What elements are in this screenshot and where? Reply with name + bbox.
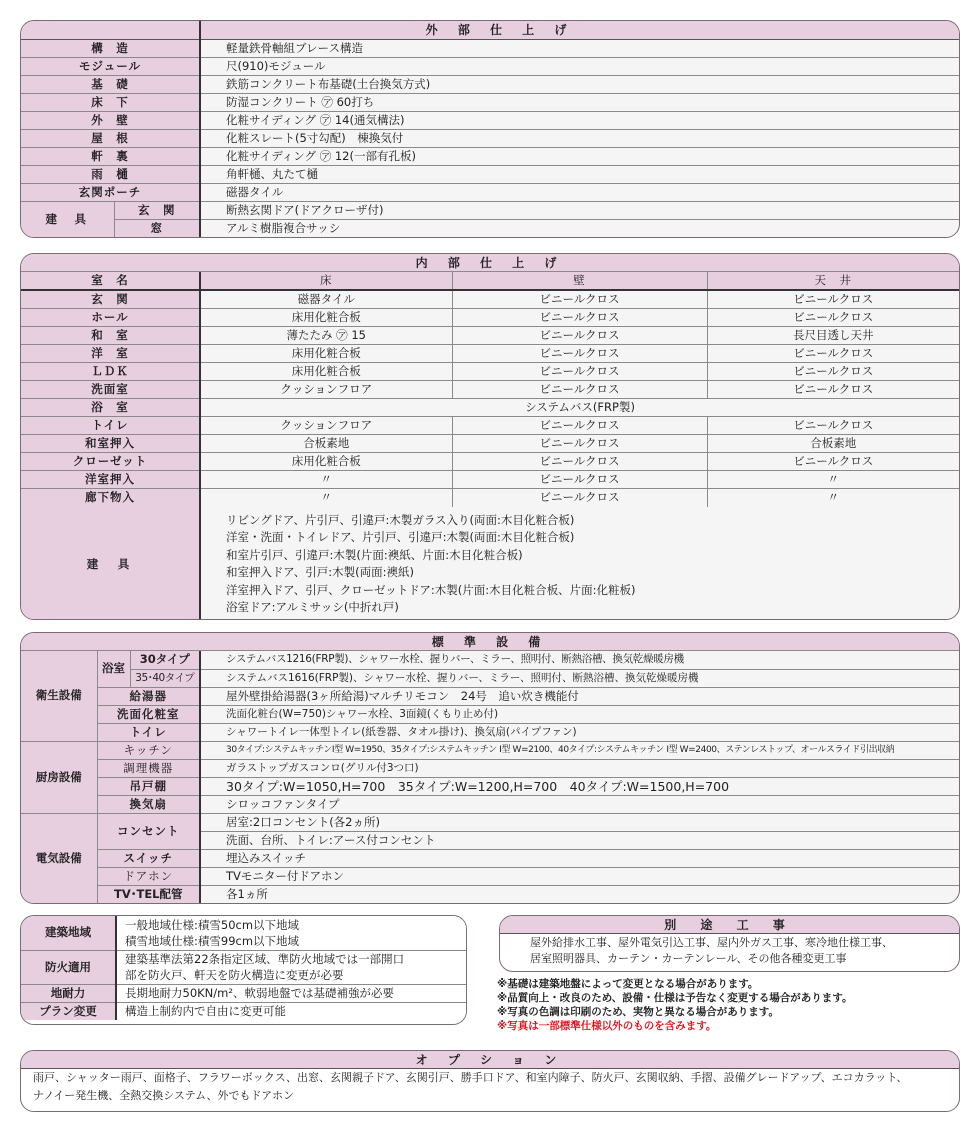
notes	[497, 977, 852, 1033]
row-value: 化粧サイディング ㋐ 14(通気構法)	[200, 112, 959, 130]
column-header: 天 井	[707, 272, 959, 290]
outlet-label: コンセント	[97, 813, 200, 849]
room-name: 和 室	[21, 327, 200, 345]
row-label: 窓	[114, 220, 200, 238]
note-line-red: ※写真は一部標準仕様以外のものを含みます。	[497, 1020, 717, 1032]
conditions-table	[20, 915, 467, 1025]
bath-label: 浴室	[97, 651, 130, 687]
floor-cell: 床用化粧合板	[200, 453, 452, 471]
row-value: 化粧スレート(5寸勾配) 棟換気付	[200, 130, 959, 148]
row-value: システムバス1616(FRP製)、シャワー水栓、握りバー、ミラー、照明付、断熱浴槽、換気乾燥暖房機	[200, 669, 959, 687]
ceiling-cell: ビニールクロス	[707, 290, 959, 309]
row-value: ガラストップガスコンロ(グリル付3つ口)	[200, 759, 959, 777]
wall-cell: ビニールクロス	[452, 290, 707, 309]
wall-cell: ビニールクロス	[452, 381, 707, 399]
row-value: アルミ樹脂複合サッシ	[226, 221, 341, 236]
row-value: 30タイプ:W=1050,H=700 35タイプ:W=1200,H=700 40タイプ:W=1500,H=700	[200, 777, 959, 795]
row-value: 構造上制約内で自由に変更可能	[116, 1002, 466, 1020]
wall-cell: ビニールクロス	[452, 363, 707, 381]
fittings-label: 建 具	[21, 202, 114, 238]
row-value: 30タイプ:システムキッチンI型 W=1950、35タイプ:システムキッチン I型 W=2100、40タイプ:システムキッチン I型 W=2400、ステンレストップ、オールスライド引出収納	[200, 741, 959, 759]
row-label: 玄 関	[114, 202, 200, 220]
floor-cell: 床用化粧合板	[200, 309, 452, 327]
floor-cell: 〃	[200, 471, 452, 489]
note-line: ※品質向上・改良のため、設備・仕様は予告なく変更する場合があります。	[497, 992, 853, 1004]
ceiling-cell: ビニールクロス	[707, 381, 959, 399]
row-label: 基 礎	[21, 76, 200, 94]
room-name: ＬＤＫ	[21, 363, 200, 381]
row-value: 屋外壁掛給湯器(3ヶ所給湯)マルチリモコン 24号 追い炊き機能付	[200, 687, 959, 705]
row-label: プラン変更	[21, 1002, 116, 1020]
options-list	[21, 1069, 959, 1105]
fitting-line: 浴室ドア:アルミサッシ(中折れ戸)	[226, 600, 399, 614]
wall-cell: ビニールクロス	[452, 471, 707, 489]
row-label: キッチン	[97, 741, 200, 759]
row-label: 屋 根	[21, 130, 200, 148]
row-value: 磁器タイル	[200, 184, 959, 202]
row-value: 断熱玄関ドア(ドアクローザ付)	[200, 202, 959, 220]
row-value: 鉄筋コンクリート布基礎(土台換気方式)	[200, 76, 959, 94]
ceiling-cell: ビニールクロス	[707, 453, 959, 471]
room-name: 和室押入	[21, 435, 200, 453]
ceiling-cell: 長尺目透し天井	[707, 327, 959, 345]
row-label: 雨 樋	[21, 166, 200, 184]
column-header: 室 名	[21, 272, 200, 290]
separate-work-box	[499, 915, 960, 972]
interior-finish-table	[20, 253, 960, 620]
room-name: 浴 室	[21, 399, 200, 417]
table-row	[21, 381, 959, 399]
table-row	[21, 453, 959, 471]
separate-work-line: 居室照明器具、カーテン・カーテンレール、その他各種変更工事	[530, 952, 847, 965]
floor-cell: 合板素地	[200, 435, 452, 453]
condition-line: 積雪地域仕様:積雪99cm以下地域	[125, 933, 300, 948]
floor-cell: 薄たたみ ㋐ 15	[200, 327, 452, 345]
row-value: システムバス1216(FRP製)、シャワー水栓、握りバー、ミラー、照明付、断熱浴槽、換気乾燥暖房機	[200, 651, 959, 669]
row-value	[116, 916, 466, 950]
row-value	[116, 950, 466, 984]
row-value: シャワートイレ一体型トイレ(紙巻器、タオル掛け)、換気扇(パイプファン)	[200, 723, 959, 741]
options-box	[20, 1050, 960, 1112]
room-name: トイレ	[21, 417, 200, 435]
room-name: 玄 関	[21, 290, 200, 309]
fitting-line: 洋室押入ドア、引戸、クローゼットドア:木製(片面:木目化粧合板、片面:化粧板)	[226, 582, 636, 597]
row-label: モジュール	[21, 58, 200, 76]
table-row	[21, 489, 959, 507]
fitting-line: 洋室・洗面・トイレドア、片引戸、引違戸:木製(両面:木目化粧合板)	[226, 530, 575, 544]
row-label: TV･TEL配管	[97, 885, 200, 903]
options-line: 雨戸、シャッター雨戸、面格子、フラワーボックス、出窓、玄関親子ドア、玄関引戸、勝手口ドア、和室内障子、防火戸、玄関収納、手摺、設備グレードアップ、エコカラット、	[33, 1071, 908, 1084]
sanitary-label: 衛生設備	[21, 651, 97, 741]
floor-cell: 磁器タイル	[200, 290, 452, 309]
exterior-finish-table	[20, 20, 960, 238]
floor-cell: クッションフロア	[200, 417, 452, 435]
fitting-line: リビングドア、片引戸、引違戸:木製ガラス入り(両面:木目化粧合板)	[226, 512, 575, 527]
exterior-title: 外 部 仕 上 げ	[200, 21, 959, 40]
floor-cell: 床用化粧合板	[200, 363, 452, 381]
electric-label: 電気設備	[21, 813, 97, 903]
room-name: 洗面室	[21, 381, 200, 399]
row-label: 吊戸棚	[97, 777, 200, 795]
wall-cell: ビニールクロス	[452, 435, 707, 453]
ceiling-cell: 〃	[707, 471, 959, 489]
separate-work-title: 別 途 工 事	[500, 916, 959, 934]
condition-line: 部を防火戸、軒天を防火構造に変更が必要	[125, 968, 344, 982]
ceiling-cell: ビニールクロス	[707, 363, 959, 381]
row-label: トイレ	[97, 723, 200, 741]
interior-fittings-list	[200, 507, 959, 621]
condition-line: 一般地域仕様:積雪50cm以下地域	[125, 917, 300, 932]
column-header: 床	[200, 272, 452, 290]
row-value: 尺(910)モジュール	[200, 58, 959, 76]
floor-cell: 床用化粧合板	[200, 345, 452, 363]
interior-fittings-label: 建 具	[21, 507, 200, 621]
exterior-header-blank	[21, 21, 200, 40]
room-name: 洋 室	[21, 345, 200, 363]
kitchen-label: 厨房設備	[21, 741, 97, 813]
table-row	[21, 327, 959, 345]
row-value: 洗面、台所、トイレ:アース付コンセント	[200, 831, 959, 849]
options-line: ナノイー発生機、全熱交換システム、外でもドアホン	[33, 1089, 295, 1102]
row-label: 建築地域	[21, 916, 116, 950]
separate-work-list	[500, 934, 959, 967]
ceiling-cell: ビニールクロス	[707, 309, 959, 327]
note-line: ※基礎は建築地盤によって変更となる場合があります。	[497, 978, 759, 990]
row-value: 洗面化粧台(W=750)シャワー水栓、3面鏡(くもり止め付)	[200, 705, 959, 723]
equipment-title: 標 準 設 備	[21, 633, 959, 651]
table-row	[21, 417, 959, 435]
wall-cell: ビニールクロス	[452, 489, 707, 507]
row-value: 軽量鉄骨軸組ブレース構造	[200, 40, 959, 58]
row-label: 構 造	[21, 40, 200, 58]
ceiling-cell: ビニールクロス	[707, 345, 959, 363]
floor-cell: 〃	[200, 489, 452, 507]
options-title: オ プ シ ョ ン	[21, 1051, 959, 1069]
row-value: 化粧サイディング ㋐ 12(一部有孔板)	[200, 148, 959, 166]
room-name: ホール	[21, 309, 200, 327]
ceiling-cell: 合板素地	[707, 435, 959, 453]
row-label: 床 下	[21, 94, 200, 112]
merged-cell: システムバス(FRP製)	[200, 399, 959, 417]
note-line: ※写真の色調は印刷のため、実物と異なる場合があります。	[497, 1006, 779, 1018]
row-label: 35･40タイプ	[130, 669, 200, 687]
row-label: 30タイプ	[130, 651, 200, 669]
table-row	[21, 309, 959, 327]
row-label: 換気扇	[97, 795, 200, 813]
row-value: 埋込みスイッチ	[200, 849, 959, 867]
fitting-line: 和室片引戸、引違戸:木製(片面:襖紙、片面:木目化粧合板)	[226, 547, 523, 562]
row-value: TVモニター付ドアホン	[200, 867, 959, 885]
row-label: 調理機器	[97, 759, 200, 777]
row-value: シロッコファンタイプ	[200, 795, 959, 813]
row-label: 洗面化粧室	[97, 705, 200, 723]
table-row	[21, 363, 959, 381]
row-label: 玄関ポーチ	[21, 184, 200, 202]
row-label: 軒 裏	[21, 148, 200, 166]
room-name: 廊下物入	[21, 489, 200, 507]
fitting-line: 和室押入ドア、引戸:木製(両面:襖紙)	[226, 565, 414, 579]
ceiling-cell: ビニールクロス	[707, 417, 959, 435]
row-label: 地耐力	[21, 984, 116, 1002]
wall-cell: ビニールクロス	[452, 453, 707, 471]
column-header: 壁	[452, 272, 707, 290]
floor-cell: クッションフロア	[200, 381, 452, 399]
row-value: 長期地耐力50KN/m²、軟弱地盤では基礎補強が必要	[116, 984, 466, 1002]
separate-work-line: 屋外給排水工事、屋外電気引込工事、屋内外ガス工事、寒冷地仕様工事、	[530, 936, 893, 949]
row-value: 各1ヵ所	[226, 886, 268, 901]
interior-title: 内 部 仕 上 げ	[21, 254, 959, 272]
row-value: 居室:2口コンセント(各2ヵ所)	[200, 813, 959, 831]
room-name: クローゼット	[21, 453, 200, 471]
wall-cell: ビニールクロス	[452, 345, 707, 363]
row-label: 外 壁	[21, 112, 200, 130]
row-label: スイッチ	[97, 849, 200, 867]
table-row	[21, 290, 959, 309]
standard-equipment-table	[20, 632, 960, 904]
room-name: 洋室押入	[21, 471, 200, 489]
table-row	[21, 471, 959, 489]
row-label: 防火適用	[21, 950, 116, 984]
row-label: 給湯器	[97, 687, 200, 705]
row-value: 防湿コンクリート ㋐ 60打ち	[200, 94, 959, 112]
row-label: ドアホン	[97, 867, 200, 885]
table-row	[21, 435, 959, 453]
table-row	[21, 345, 959, 363]
ceiling-cell: 〃	[827, 490, 839, 505]
wall-cell: ビニールクロス	[452, 309, 707, 327]
row-value: 角軒樋、丸たて樋	[200, 166, 959, 184]
table-row	[21, 399, 959, 417]
wall-cell: ビニールクロス	[452, 417, 707, 435]
condition-line: 建築基準法第22条指定区域、準防火地域では一部開口	[125, 952, 405, 966]
wall-cell: ビニールクロス	[452, 327, 707, 345]
